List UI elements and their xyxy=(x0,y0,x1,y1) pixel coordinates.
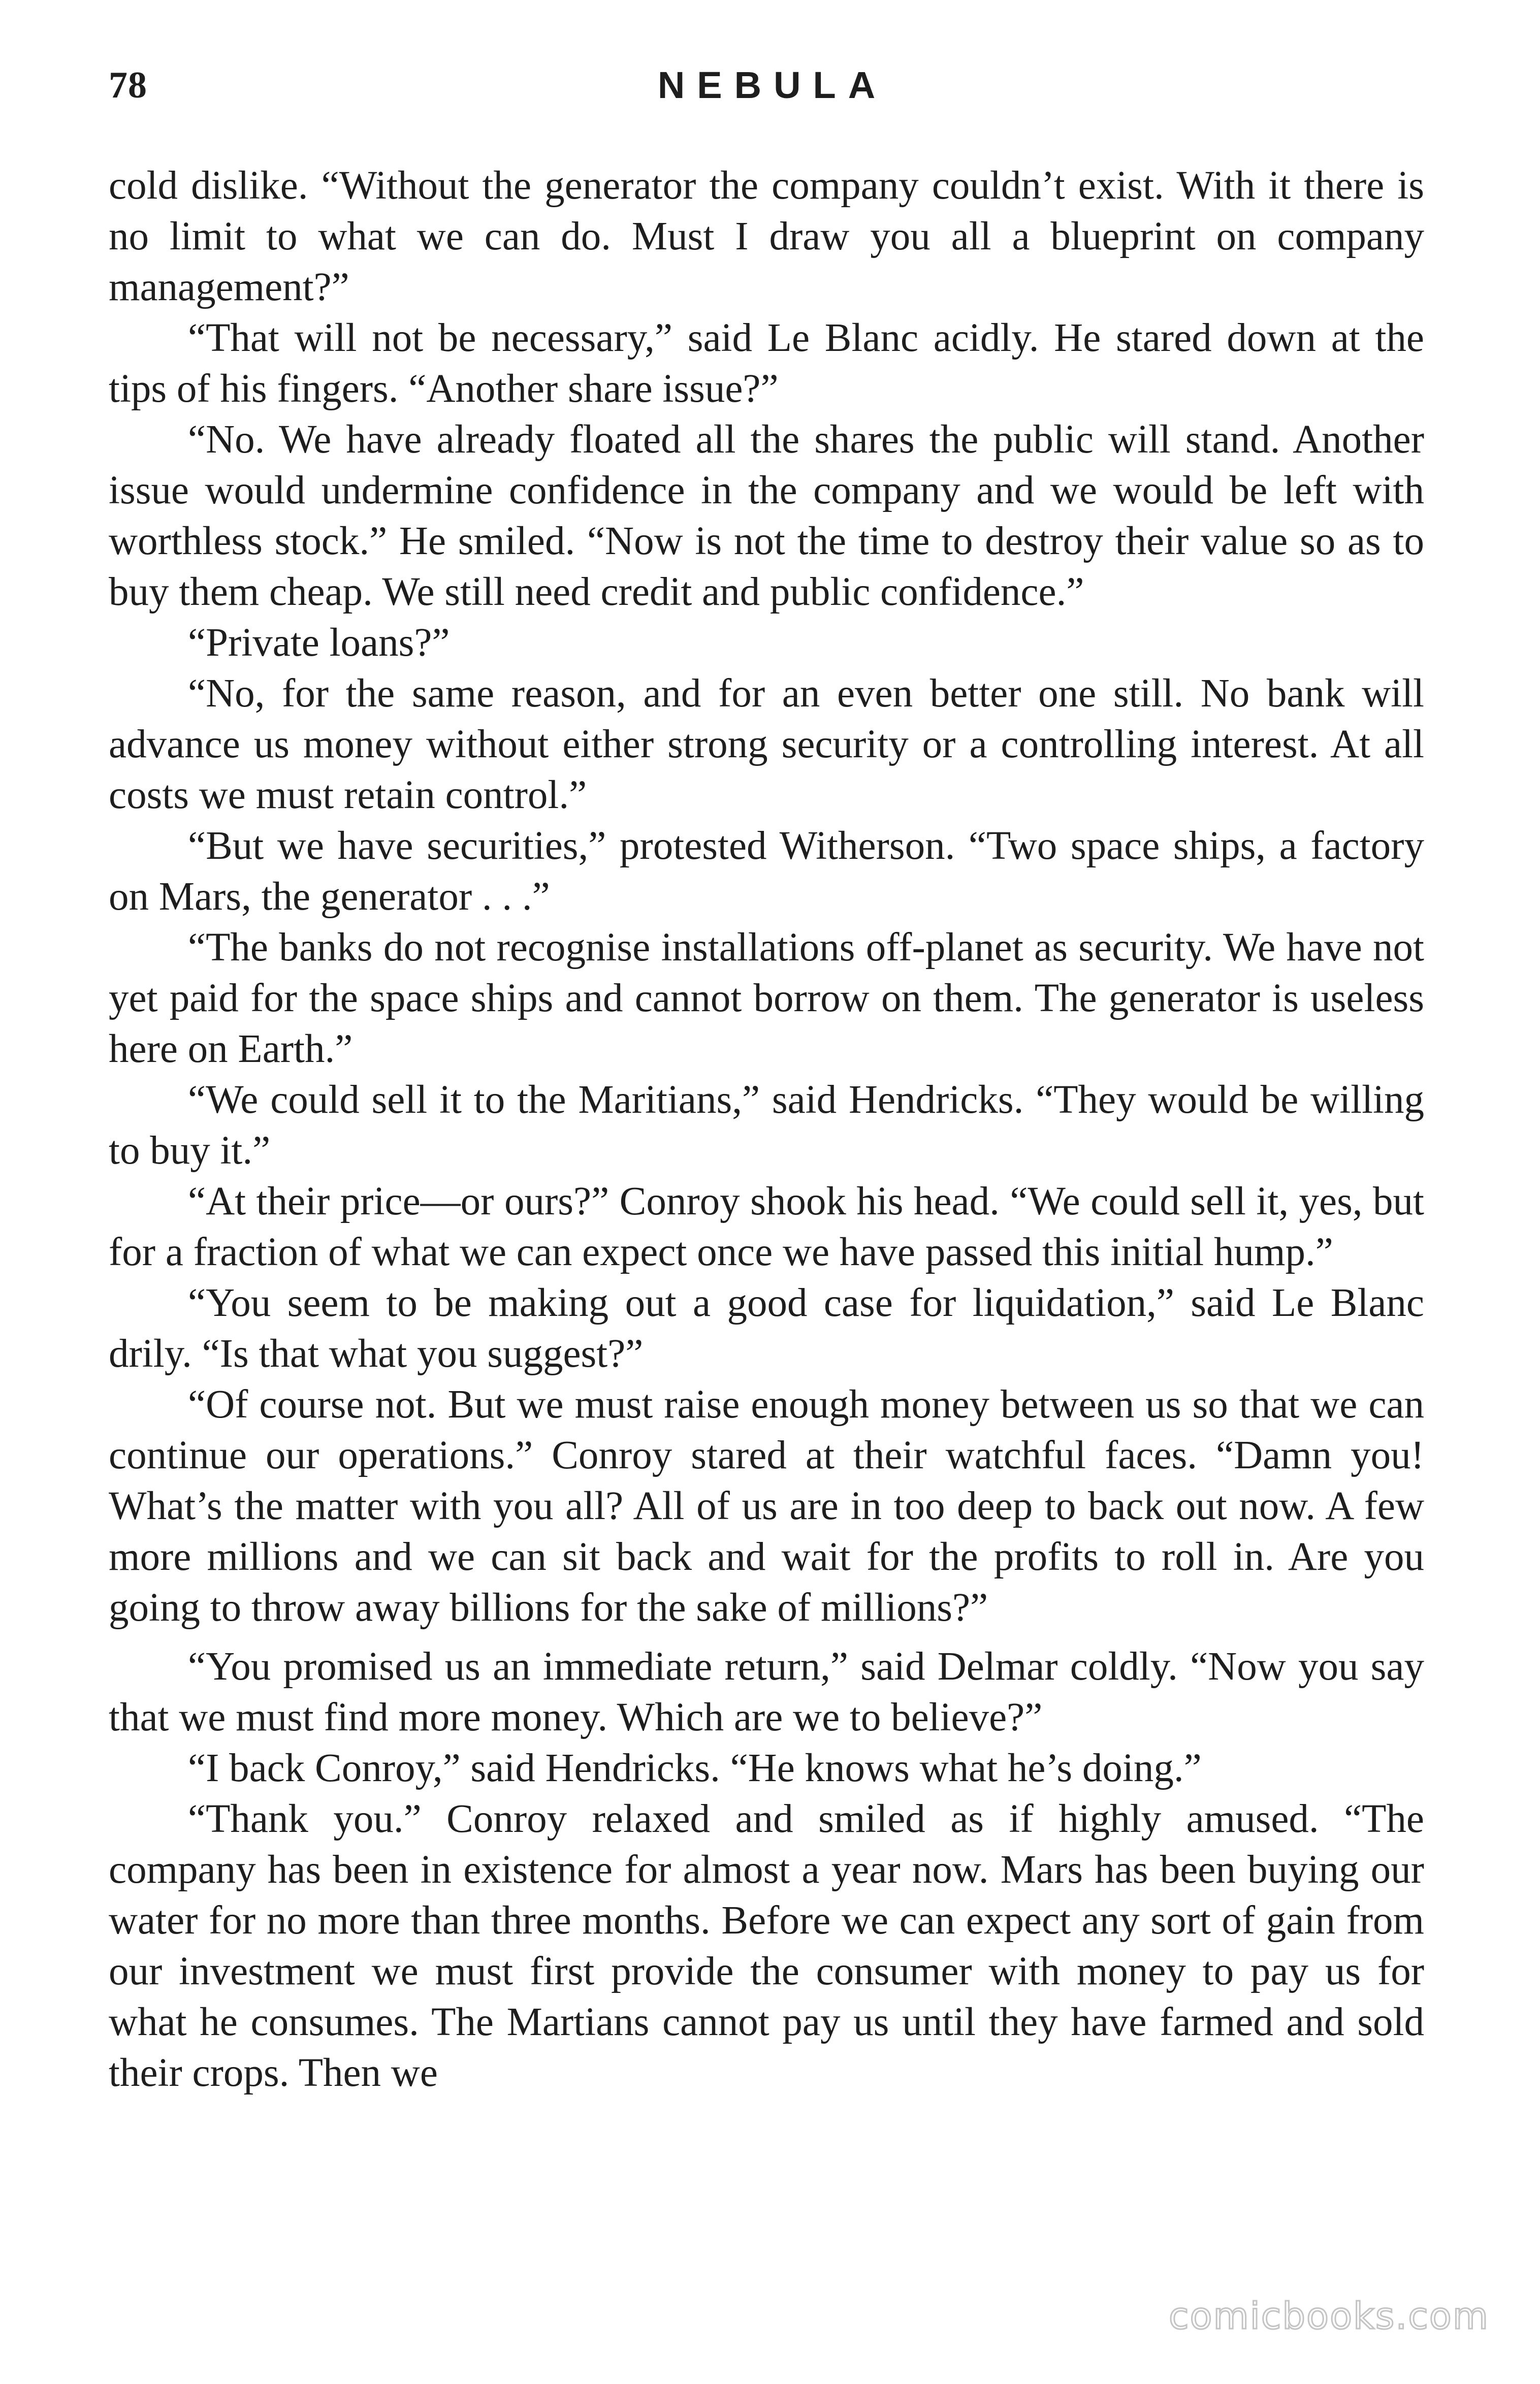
running-title: NEBULA xyxy=(657,64,888,106)
paragraph: “No, for the same reason, and for an even better one still. No bank will advance us money without either strong security or a controlling interest. At all costs we must retain control.” xyxy=(109,671,1424,817)
page-number: 78 xyxy=(109,65,147,106)
watermark: comicbooks.com xyxy=(1168,2295,1489,2337)
body-text xyxy=(109,160,1424,2099)
paragraph: “But we have securities,” protested Witherson. “Two space ships, a factory on Mars, the generator . . .” xyxy=(109,824,1424,919)
paragraph: “At their price—or ours?” Conroy shook his head. “We could sell it, yes, but for a fraction of what we can expect once we have passed this initial hump.” xyxy=(109,1179,1424,1274)
paragraph: “I back Conroy,” said Hendricks. “He knows what he’s doing.” xyxy=(188,1746,1202,1790)
page-header xyxy=(109,60,1424,116)
paragraph: “Thank you.” Conroy relaxed and smiled as if highly amused. “The company has been in existence for almost a year now. Mars has been buying our water for no more than three months. Before we can expect any sort of gain from our investment we must first provide the consumer with money to pay us for what he consumes. The Martians cannot pay us until they have farmed and sold their crops. Then we xyxy=(109,1797,1424,2095)
paragraph: cold dislike. “Without the generator the company couldn’t exist. With it there is no limit to what we can do. Must I draw you all a blueprint on company management?” xyxy=(109,164,1424,309)
paragraph: “That will not be necessary,” said Le Blanc acidly. He stared down at the tips of his fingers. “Another share issue?” xyxy=(109,316,1424,411)
paragraph: “You promised us an immediate return,” said Delmar coldly. “Now you say that we must find more money. Which are we to believe?” xyxy=(109,1645,1424,1739)
paragraph: “Private loans?” xyxy=(188,621,450,665)
paragraph: “Of course not. But we must raise enough money between us so that we can continue our operations.” Conroy stared at their watchful faces. “Damn you! What’s the matter with you all? All of us are in too deep to back out now. A few more millions and we can sit back and wait for the profits to roll in. Are you going to throw away billions for the sake of millions?” xyxy=(109,1382,1424,1630)
paragraph: “The banks do not recognise installations off-planet as security. We have not yet paid for the space ships and cannot borrow on them. The generator is useless here on Earth.” xyxy=(109,925,1424,1071)
paragraph: “We could sell it to the Maritians,” said Hendricks. “They would be willing to buy it.” xyxy=(109,1078,1424,1173)
paragraph: “You seem to be making out a good case for liquidation,” said Le Blanc drily. “Is that what you suggest?” xyxy=(109,1281,1424,1376)
paragraph: “No. We have already floated all the shares the public will stand. Another issue would undermine confidence in the company and we would be left with worthless stock.” He smiled. “Now is not the time to destroy their value so as to buy them cheap. We still need credit and public confidence.” xyxy=(109,417,1424,614)
